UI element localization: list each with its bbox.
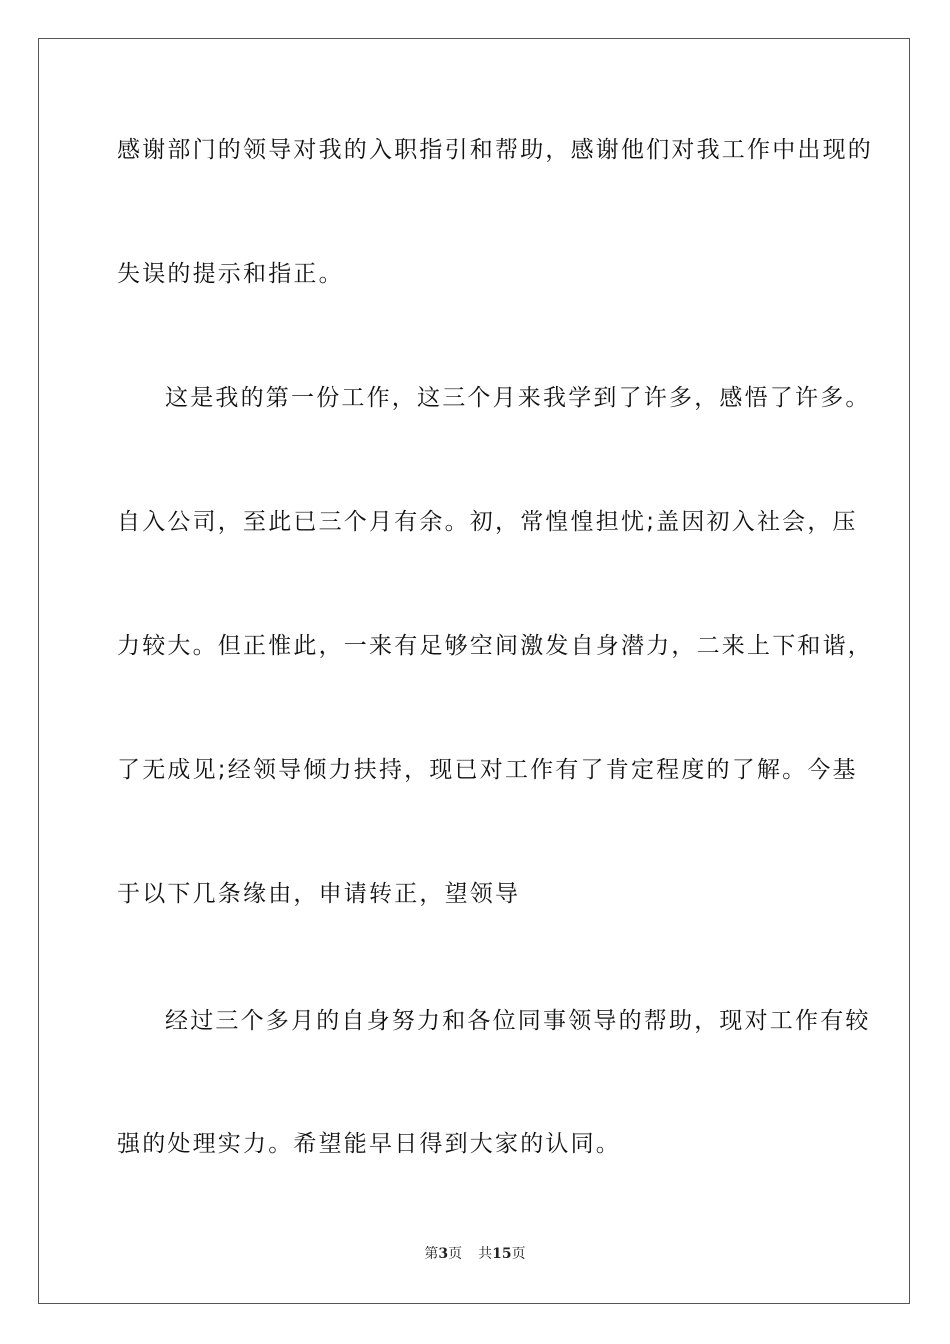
paragraph-line: 了无成见;经领导倾力扶持，现已对工作有了肯定程度的了解。今基 — [117, 757, 858, 783]
total-label-suffix: 页 — [511, 1246, 526, 1262]
total-label-prefix: 共 — [478, 1246, 493, 1262]
page-label-suffix: 页 — [448, 1246, 463, 1262]
paragraph-line: 经过三个多月的自身努力和各位同事领导的帮助，现对工作有较 — [165, 1008, 871, 1034]
paragraph-line: 失误的提示和指正。 — [117, 261, 344, 287]
paragraph-line: 自入公司，至此已三个月有余。初，常惶惶担忧;盖因初入社会，压 — [117, 509, 858, 535]
paragraph-line: 于以下几条缘由，申请转正，望领导 — [117, 881, 521, 907]
page-footer — [0, 1245, 950, 1263]
paragraph-line: 这是我的第一份工作，这三个月来我学到了许多，感悟了许多。 — [165, 385, 871, 411]
paragraph-line: 力较大。但正惟此，一来有足够空间激发自身潜力，二来上下和谐， — [117, 633, 873, 659]
paragraph-line: 感谢部门的领导对我的入职指引和帮助，感谢他们对我工作中出现的 — [117, 137, 873, 163]
page-number: 3 — [438, 1246, 449, 1262]
paragraph-line: 强的处理实力。希望能早日得到大家的认同。 — [117, 1131, 621, 1157]
total-pages: 15 — [492, 1246, 512, 1262]
page-label-prefix: 第 — [424, 1246, 439, 1262]
page-frame — [38, 38, 910, 1304]
